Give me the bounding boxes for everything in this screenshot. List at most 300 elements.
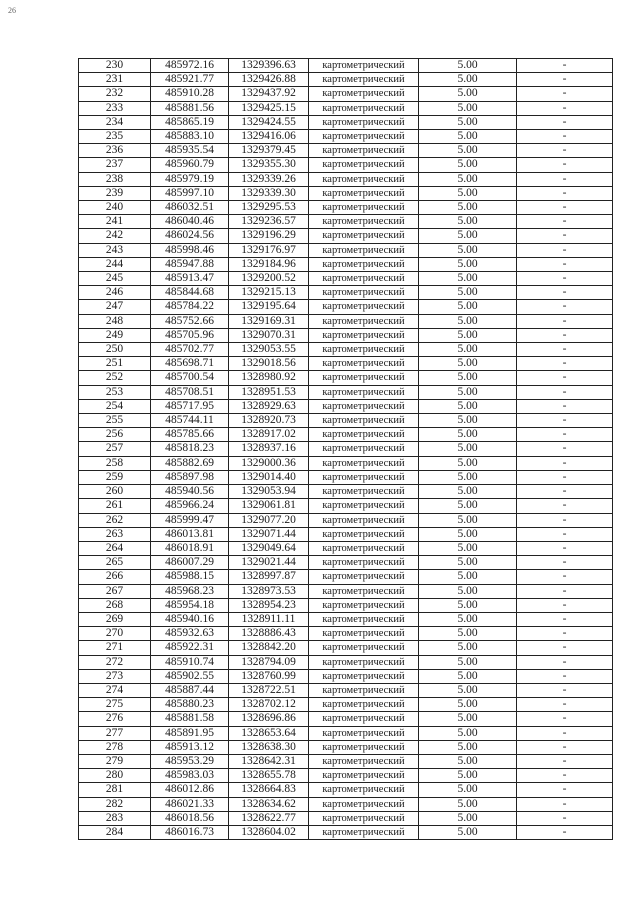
table-row (79, 726, 613, 740)
y-coordinate-cell: 1328722.51 (229, 683, 309, 697)
description-cell: - (517, 229, 613, 243)
x-coordinate-cell: 485979.19 (151, 172, 229, 186)
point-number-cell: 244 (79, 257, 151, 271)
description-cell: - (517, 101, 613, 115)
x-coordinate-cell: 485921.77 (151, 73, 229, 87)
accuracy-cell: 5.00 (419, 272, 517, 286)
description-cell: - (517, 754, 613, 768)
description-cell: - (517, 811, 613, 825)
accuracy-cell: 5.00 (419, 300, 517, 314)
y-coordinate-cell: 1329176.97 (229, 243, 309, 257)
accuracy-cell: 5.00 (419, 314, 517, 328)
x-coordinate-cell: 485966.24 (151, 499, 229, 513)
point-number-cell: 238 (79, 172, 151, 186)
x-coordinate-cell: 485902.55 (151, 669, 229, 683)
point-number-cell: 254 (79, 399, 151, 413)
y-coordinate-cell: 1329339.26 (229, 172, 309, 186)
table-row (79, 442, 613, 456)
method-cell: картометрический (309, 115, 419, 129)
accuracy-cell: 5.00 (419, 641, 517, 655)
table-row (79, 385, 613, 399)
description-cell: - (517, 456, 613, 470)
table-row (79, 414, 613, 428)
y-coordinate-cell: 1328655.78 (229, 769, 309, 783)
description-cell: - (517, 627, 613, 641)
point-number-cell: 280 (79, 769, 151, 783)
method-cell: картометрический (309, 584, 419, 598)
x-coordinate-cell: 485940.16 (151, 612, 229, 626)
point-number-cell: 265 (79, 556, 151, 570)
accuracy-cell: 5.00 (419, 499, 517, 513)
point-number-cell: 232 (79, 87, 151, 101)
table-row (79, 499, 613, 513)
table-row (79, 570, 613, 584)
y-coordinate-cell: 1329426.88 (229, 73, 309, 87)
description-cell: - (517, 257, 613, 271)
description-cell: - (517, 669, 613, 683)
point-number-cell: 260 (79, 485, 151, 499)
y-coordinate-cell: 1329071.44 (229, 527, 309, 541)
method-cell: картометрический (309, 101, 419, 115)
description-cell: - (517, 797, 613, 811)
y-coordinate-cell: 1328917.02 (229, 428, 309, 442)
method-cell: картометрический (309, 513, 419, 527)
table-body (79, 59, 613, 840)
table-row (79, 158, 613, 172)
y-coordinate-cell: 1329200.52 (229, 272, 309, 286)
y-coordinate-cell: 1328622.77 (229, 811, 309, 825)
x-coordinate-cell: 485818.23 (151, 442, 229, 456)
accuracy-cell: 5.00 (419, 783, 517, 797)
description-cell: - (517, 172, 613, 186)
y-coordinate-cell: 1329014.40 (229, 470, 309, 484)
method-cell: картометрический (309, 442, 419, 456)
point-number-cell: 233 (79, 101, 151, 115)
method-cell: картометрический (309, 541, 419, 555)
y-coordinate-cell: 1329295.53 (229, 201, 309, 215)
description-cell: - (517, 513, 613, 527)
description-cell: - (517, 641, 613, 655)
table-row (79, 683, 613, 697)
y-coordinate-cell: 1328634.62 (229, 797, 309, 811)
table-row (79, 740, 613, 754)
accuracy-cell: 5.00 (419, 158, 517, 172)
x-coordinate-cell: 486021.33 (151, 797, 229, 811)
method-cell: картометрический (309, 158, 419, 172)
accuracy-cell: 5.00 (419, 399, 517, 413)
y-coordinate-cell: 1329215.13 (229, 286, 309, 300)
accuracy-cell: 5.00 (419, 612, 517, 626)
accuracy-cell: 5.00 (419, 73, 517, 87)
accuracy-cell: 5.00 (419, 683, 517, 697)
accuracy-cell: 5.00 (419, 769, 517, 783)
point-number-cell: 241 (79, 215, 151, 229)
method-cell: картометрический (309, 286, 419, 300)
table-row (79, 73, 613, 87)
x-coordinate-cell: 485913.12 (151, 740, 229, 754)
point-number-cell: 248 (79, 314, 151, 328)
accuracy-cell: 5.00 (419, 101, 517, 115)
accuracy-cell: 5.00 (419, 527, 517, 541)
x-coordinate-cell: 485844.68 (151, 286, 229, 300)
table-row (79, 754, 613, 768)
description-cell: - (517, 442, 613, 456)
description-cell: - (517, 740, 613, 754)
table-row (79, 371, 613, 385)
y-coordinate-cell: 1329061.81 (229, 499, 309, 513)
point-number-cell: 272 (79, 655, 151, 669)
method-cell: картометрический (309, 627, 419, 641)
accuracy-cell: 5.00 (419, 357, 517, 371)
y-coordinate-cell: 1328997.87 (229, 570, 309, 584)
point-number-cell: 239 (79, 186, 151, 200)
point-number-cell: 275 (79, 698, 151, 712)
method-cell: картометрический (309, 73, 419, 87)
table-row (79, 286, 613, 300)
x-coordinate-cell: 485784.22 (151, 300, 229, 314)
y-coordinate-cell: 1328929.63 (229, 399, 309, 413)
description-cell: - (517, 215, 613, 229)
method-cell: картометрический (309, 414, 419, 428)
point-number-cell: 255 (79, 414, 151, 428)
description-cell: - (517, 87, 613, 101)
method-cell: картометрический (309, 712, 419, 726)
point-number-cell: 281 (79, 783, 151, 797)
x-coordinate-cell: 485881.58 (151, 712, 229, 726)
table-row (79, 186, 613, 200)
y-coordinate-cell: 1328954.23 (229, 598, 309, 612)
point-number-cell: 257 (79, 442, 151, 456)
x-coordinate-cell: 485865.19 (151, 115, 229, 129)
accuracy-cell: 5.00 (419, 627, 517, 641)
coordinates-table (78, 58, 613, 840)
y-coordinate-cell: 1329196.29 (229, 229, 309, 243)
description-cell: - (517, 655, 613, 669)
accuracy-cell: 5.00 (419, 257, 517, 271)
accuracy-cell: 5.00 (419, 414, 517, 428)
point-number-cell: 235 (79, 130, 151, 144)
accuracy-cell: 5.00 (419, 485, 517, 499)
description-cell: - (517, 300, 613, 314)
y-coordinate-cell: 1329437.92 (229, 87, 309, 101)
table-row (79, 541, 613, 555)
y-coordinate-cell: 1329053.55 (229, 343, 309, 357)
description-cell: - (517, 243, 613, 257)
description-cell: - (517, 570, 613, 584)
y-coordinate-cell: 1329425.15 (229, 101, 309, 115)
accuracy-cell: 5.00 (419, 59, 517, 73)
description-cell: - (517, 371, 613, 385)
x-coordinate-cell: 485940.56 (151, 485, 229, 499)
method-cell: картометрический (309, 740, 419, 754)
accuracy-cell: 5.00 (419, 172, 517, 186)
point-number-cell: 256 (79, 428, 151, 442)
point-number-cell: 271 (79, 641, 151, 655)
y-coordinate-cell: 1329379.45 (229, 144, 309, 158)
accuracy-cell: 5.00 (419, 556, 517, 570)
description-cell: - (517, 612, 613, 626)
accuracy-cell: 5.00 (419, 442, 517, 456)
accuracy-cell: 5.00 (419, 541, 517, 555)
x-coordinate-cell: 485998.46 (151, 243, 229, 257)
table-row (79, 456, 613, 470)
x-coordinate-cell: 486012.86 (151, 783, 229, 797)
y-coordinate-cell: 1329339.30 (229, 186, 309, 200)
point-number-cell: 243 (79, 243, 151, 257)
point-number-cell: 258 (79, 456, 151, 470)
y-coordinate-cell: 1329021.44 (229, 556, 309, 570)
x-coordinate-cell: 485891.95 (151, 726, 229, 740)
y-coordinate-cell: 1328951.53 (229, 385, 309, 399)
accuracy-cell: 5.00 (419, 115, 517, 129)
description-cell: - (517, 385, 613, 399)
y-coordinate-cell: 1329070.31 (229, 328, 309, 342)
x-coordinate-cell: 485954.18 (151, 598, 229, 612)
table-row (79, 87, 613, 101)
description-cell: - (517, 201, 613, 215)
table-row (79, 399, 613, 413)
description-cell: - (517, 712, 613, 726)
point-number-cell: 247 (79, 300, 151, 314)
x-coordinate-cell: 485785.66 (151, 428, 229, 442)
table-row (79, 485, 613, 499)
method-cell: картометрический (309, 399, 419, 413)
description-cell: - (517, 698, 613, 712)
method-cell: картометрический (309, 257, 419, 271)
method-cell: картометрический (309, 485, 419, 499)
x-coordinate-cell: 485997.10 (151, 186, 229, 200)
description-cell: - (517, 527, 613, 541)
page-number-mark: 26 (8, 6, 16, 15)
table-row (79, 201, 613, 215)
point-number-cell: 264 (79, 541, 151, 555)
accuracy-cell: 5.00 (419, 328, 517, 342)
description-cell: - (517, 144, 613, 158)
point-number-cell: 263 (79, 527, 151, 541)
table-row (79, 314, 613, 328)
x-coordinate-cell: 485717.95 (151, 399, 229, 413)
x-coordinate-cell: 485698.71 (151, 357, 229, 371)
method-cell: картометрический (309, 655, 419, 669)
accuracy-cell: 5.00 (419, 740, 517, 754)
accuracy-cell: 5.00 (419, 726, 517, 740)
table-row (79, 797, 613, 811)
accuracy-cell: 5.00 (419, 144, 517, 158)
method-cell: картометрический (309, 683, 419, 697)
y-coordinate-cell: 1328886.43 (229, 627, 309, 641)
x-coordinate-cell: 485910.74 (151, 655, 229, 669)
point-number-cell: 283 (79, 811, 151, 825)
point-number-cell: 237 (79, 158, 151, 172)
x-coordinate-cell: 485947.88 (151, 257, 229, 271)
point-number-cell: 282 (79, 797, 151, 811)
x-coordinate-cell: 486018.56 (151, 811, 229, 825)
accuracy-cell: 5.00 (419, 570, 517, 584)
description-cell: - (517, 399, 613, 413)
point-number-cell: 261 (79, 499, 151, 513)
description-cell: - (517, 328, 613, 342)
y-coordinate-cell: 1329195.64 (229, 300, 309, 314)
table-row (79, 627, 613, 641)
point-number-cell: 277 (79, 726, 151, 740)
accuracy-cell: 5.00 (419, 215, 517, 229)
table-row (79, 428, 613, 442)
accuracy-cell: 5.00 (419, 371, 517, 385)
y-coordinate-cell: 1329236.57 (229, 215, 309, 229)
table-row (79, 215, 613, 229)
point-number-cell: 249 (79, 328, 151, 342)
point-number-cell: 231 (79, 73, 151, 87)
description-cell: - (517, 485, 613, 499)
method-cell: картометрический (309, 130, 419, 144)
point-number-cell: 273 (79, 669, 151, 683)
point-number-cell: 262 (79, 513, 151, 527)
y-coordinate-cell: 1328664.83 (229, 783, 309, 797)
y-coordinate-cell: 1328604.02 (229, 825, 309, 839)
point-number-cell: 246 (79, 286, 151, 300)
table-row (79, 144, 613, 158)
method-cell: картометрический (309, 343, 419, 357)
y-coordinate-cell: 1329416.06 (229, 130, 309, 144)
method-cell: картометрический (309, 598, 419, 612)
description-cell: - (517, 158, 613, 172)
point-number-cell: 250 (79, 343, 151, 357)
x-coordinate-cell: 485910.28 (151, 87, 229, 101)
accuracy-cell: 5.00 (419, 513, 517, 527)
x-coordinate-cell: 485968.23 (151, 584, 229, 598)
description-cell: - (517, 783, 613, 797)
accuracy-cell: 5.00 (419, 712, 517, 726)
y-coordinate-cell: 1329184.96 (229, 257, 309, 271)
method-cell: картометрический (309, 825, 419, 839)
x-coordinate-cell: 485881.56 (151, 101, 229, 115)
method-cell: картометрический (309, 428, 419, 442)
x-coordinate-cell: 485897.98 (151, 470, 229, 484)
y-coordinate-cell: 1329053.94 (229, 485, 309, 499)
x-coordinate-cell: 485744.11 (151, 414, 229, 428)
table-row (79, 698, 613, 712)
method-cell: картометрический (309, 754, 419, 768)
description-cell: - (517, 414, 613, 428)
point-number-cell: 236 (79, 144, 151, 158)
x-coordinate-cell: 485972.16 (151, 59, 229, 73)
y-coordinate-cell: 1329169.31 (229, 314, 309, 328)
table-row (79, 229, 613, 243)
description-cell: - (517, 683, 613, 697)
point-number-cell: 274 (79, 683, 151, 697)
table-row (79, 669, 613, 683)
table-row (79, 357, 613, 371)
accuracy-cell: 5.00 (419, 243, 517, 257)
table-row (79, 470, 613, 484)
description-cell: - (517, 769, 613, 783)
point-number-cell: 259 (79, 470, 151, 484)
x-coordinate-cell: 485887.44 (151, 683, 229, 697)
y-coordinate-cell: 1328920.73 (229, 414, 309, 428)
point-number-cell: 269 (79, 612, 151, 626)
description-cell: - (517, 115, 613, 129)
table-row (79, 243, 613, 257)
x-coordinate-cell: 486040.46 (151, 215, 229, 229)
y-coordinate-cell: 1328696.86 (229, 712, 309, 726)
description-cell: - (517, 272, 613, 286)
description-cell: - (517, 59, 613, 73)
description-cell: - (517, 584, 613, 598)
description-cell: - (517, 314, 613, 328)
method-cell: картометрический (309, 499, 419, 513)
table-row (79, 641, 613, 655)
description-cell: - (517, 825, 613, 839)
x-coordinate-cell: 486032.51 (151, 201, 229, 215)
table-row (79, 328, 613, 342)
method-cell: картометрический (309, 87, 419, 101)
table-row (79, 257, 613, 271)
point-number-cell: 240 (79, 201, 151, 215)
point-number-cell: 266 (79, 570, 151, 584)
method-cell: картометрический (309, 385, 419, 399)
table-row (79, 612, 613, 626)
table-row (79, 300, 613, 314)
x-coordinate-cell: 485708.51 (151, 385, 229, 399)
method-cell: картометрический (309, 314, 419, 328)
table-row (79, 272, 613, 286)
y-coordinate-cell: 1328911.11 (229, 612, 309, 626)
description-cell: - (517, 73, 613, 87)
method-cell: картометрический (309, 229, 419, 243)
x-coordinate-cell: 485960.79 (151, 158, 229, 172)
y-coordinate-cell: 1328794.09 (229, 655, 309, 669)
x-coordinate-cell: 485880.23 (151, 698, 229, 712)
method-cell: картометрический (309, 570, 419, 584)
table-row (79, 130, 613, 144)
x-coordinate-cell: 485883.10 (151, 130, 229, 144)
method-cell: картометрический (309, 698, 419, 712)
point-number-cell: 245 (79, 272, 151, 286)
x-coordinate-cell: 485935.54 (151, 144, 229, 158)
description-cell: - (517, 186, 613, 200)
table-row (79, 172, 613, 186)
x-coordinate-cell: 485922.31 (151, 641, 229, 655)
x-coordinate-cell: 485705.96 (151, 328, 229, 342)
point-number-cell: 276 (79, 712, 151, 726)
table-row (79, 115, 613, 129)
method-cell: картометрический (309, 811, 419, 825)
table-row (79, 655, 613, 669)
accuracy-cell: 5.00 (419, 825, 517, 839)
method-cell: картометрический (309, 769, 419, 783)
method-cell: картометрический (309, 726, 419, 740)
description-cell: - (517, 357, 613, 371)
method-cell: картометрический (309, 328, 419, 342)
table-row (79, 101, 613, 115)
x-coordinate-cell: 486007.29 (151, 556, 229, 570)
accuracy-cell: 5.00 (419, 428, 517, 442)
accuracy-cell: 5.00 (419, 655, 517, 669)
method-cell: картометрический (309, 215, 419, 229)
x-coordinate-cell: 485700.54 (151, 371, 229, 385)
method-cell: картометрический (309, 272, 419, 286)
table-row (79, 584, 613, 598)
point-number-cell: 279 (79, 754, 151, 768)
y-coordinate-cell: 1328653.64 (229, 726, 309, 740)
method-cell: картометрический (309, 357, 419, 371)
point-number-cell: 268 (79, 598, 151, 612)
accuracy-cell: 5.00 (419, 186, 517, 200)
y-coordinate-cell: 1329396.63 (229, 59, 309, 73)
x-coordinate-cell: 486018.91 (151, 541, 229, 555)
y-coordinate-cell: 1328980.92 (229, 371, 309, 385)
description-cell: - (517, 286, 613, 300)
